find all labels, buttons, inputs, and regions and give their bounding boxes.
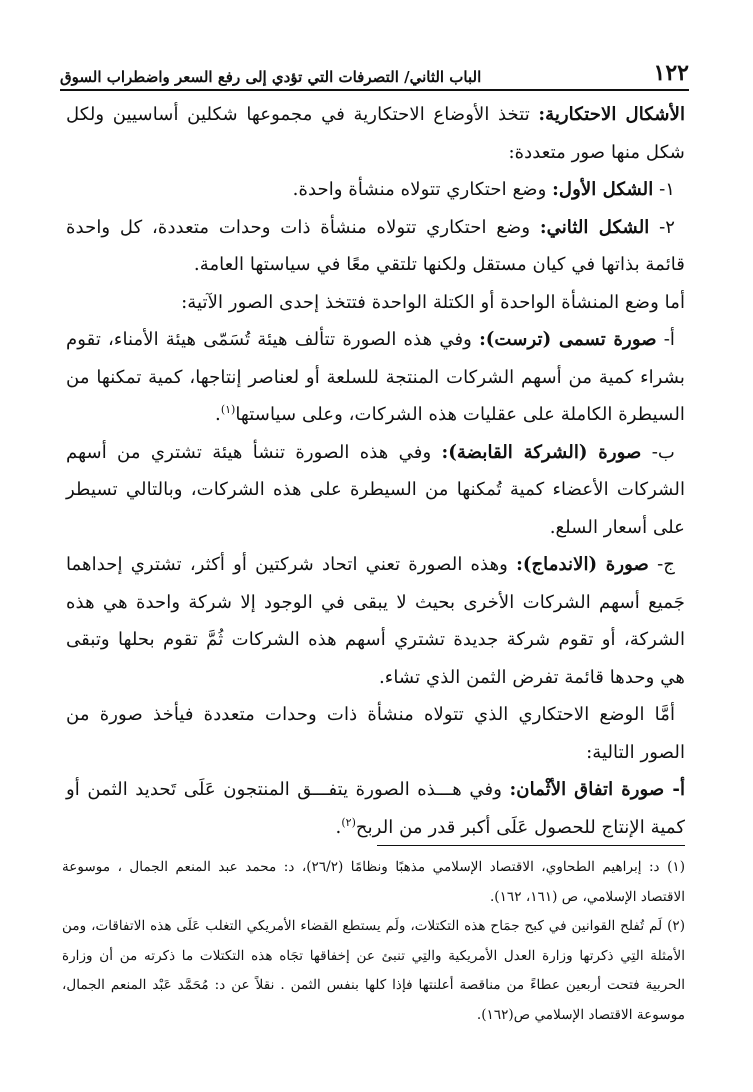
item-heading: الشكل الأول: <box>552 179 654 200</box>
footnote-ref-1[interactable]: (١) <box>220 402 236 416</box>
paragraph-text: وفي هذه الصورة تتألف هيئة تُسَمّى هيئة الأمناء، تقوم بشراء كمية من أسهم الشركات المنتجة للسلعة أو لعناصر إنتاجها، كمية تمكنها من السيطرة الكاملة على عقليات هذه الشركات، وعلى سياستها <box>66 329 685 425</box>
main-text <box>66 96 685 846</box>
footnote-marker: (١) <box>667 859 686 875</box>
list-marker: ب- <box>641 441 675 463</box>
paragraph-text: أما وضع المنشأة الواحدة أو الكتلة الواحدة فتتخذ إحدى الصور الآتية: <box>181 291 685 313</box>
paragraph-multi-unit <box>66 696 685 771</box>
footnotes <box>62 853 685 1030</box>
paragraph-text: وفي هـــذه الصورة يتفـــق المنتجون عَلَى تَحديد الثمن أو كمية الإنتاج للحصول عَلَى أكبر قدر من الربح <box>66 779 685 838</box>
list-marker: أ- <box>664 779 686 800</box>
section-heading: الأشكال الاحتكارية: <box>538 104 685 125</box>
item-heading: صورة (الاندماج): <box>516 554 649 575</box>
item-heading: الشكل الثاني: <box>539 216 650 238</box>
list-item-second-form <box>66 209 685 284</box>
paragraph-text: وضع احتكاري تتولاه منشأة ذات وحدات متعددة، كل واحدة قائمة بذاتها في كيان مستقل ولكنها تلتقي معًا في سياستها العامة. <box>66 216 685 275</box>
item-heading: صورة تسمى (ترست): <box>479 329 657 350</box>
page-number: ١٢٢ <box>653 60 689 86</box>
footnote-text: لَم تُفلح القوانين في كبح جمَاح هذه التكتلات، ولَم يستطع القضاء الأمريكي التغلب عَلَى هذه الاتفاقات، ومن الأمثلة التِي ذكرتها وزارة العدل الأمريكية والتِي تنبئ عن إخفاقها تجَاه هذه التكتلات ما ذكرته من أن وزارة الحربية فتحت أربعين عطاءً من مناقصة أعلنتها فإذا كلها بنفس الثمن . نقلاً عن د: مُحَمَّد عَبْد المنعم الجمال، موسوعة الاقتصاد الإسلامي ص(١٦٢). <box>62 918 685 1023</box>
item-heading: صورة اتفاق الأثْمان: <box>509 779 665 800</box>
list-item-first-form <box>66 171 685 209</box>
paragraph-monopoly-forms <box>66 96 685 171</box>
footnote-1 <box>62 853 685 912</box>
list-item-merger <box>66 546 685 696</box>
sentence-end: . <box>215 404 221 425</box>
list-marker: ٢- <box>649 216 675 238</box>
page-header <box>60 56 689 91</box>
sentence-end: . <box>335 816 342 838</box>
list-marker: أ- <box>656 329 675 350</box>
item-heading: صورة (الشركة القابضة): <box>441 441 642 463</box>
paragraph-text: وهذه الصورة تعني اتحاد شركتين أو أكثر، تشتري إحداهما جَميع أسهم الشركات الأخرى بحيث لا يبقى في الوجود إلا شركة واحدة هي هذه الشركة، أو تقوم شركة جديدة تشتري أسهم هذه الشركات ثُمَّ تقوم بحلها وتبقى هي وحدها قائمة تفرض الثمن الذي تشاء. <box>66 554 685 688</box>
running-title: الباب الثاني/ التصرفات التي تؤدي إلى رفع السعر واضطراب السوق <box>60 68 482 86</box>
paragraph-text: وضع احتكاري تتولاه منشأة واحدة. <box>292 179 553 200</box>
paragraph-text: وفي هذه الصورة تنشأ هيئة تشتري من أسهم الشركات الأعضاء كمية تُمكنها من السيطرة على هذه الشركات، وبالتالي تسيطر على أسعار السلع. <box>66 441 685 538</box>
list-item-price-agreement <box>66 771 685 846</box>
footnote-marker: (٢) <box>667 918 685 934</box>
paragraph-text: تتخذ الأوضاع الاحتكارية في مجموعها شكلين أساسيين ولكل شكل منها صور متعددة: <box>66 104 685 163</box>
list-item-holding-company <box>66 434 685 547</box>
footnote-divider <box>377 845 685 846</box>
list-item-trust <box>66 321 685 434</box>
footnote-ref-2[interactable]: (٢) <box>341 815 356 829</box>
list-marker: ١- <box>653 179 675 200</box>
footnote-2 <box>62 912 685 1030</box>
footnote-text: د: إبراهيم الطحاوي، الاقتصاد الإسلامي مذهبًا ونظامًا (٢٦/٢)، د: محمد عبد المنعم الجمال ، موسوعة الاقتصاد الإسلامي، ص (١٦١، ١٦٢). <box>62 859 685 905</box>
paragraph-single-entity <box>66 284 685 322</box>
paragraph-text: أمَّا الوضع الاحتكاري الذي تتولاه منشأة ذات وحدات متعددة فيأخذ صورة من الصور التالية: <box>66 704 685 763</box>
list-marker: ج- <box>648 554 676 575</box>
